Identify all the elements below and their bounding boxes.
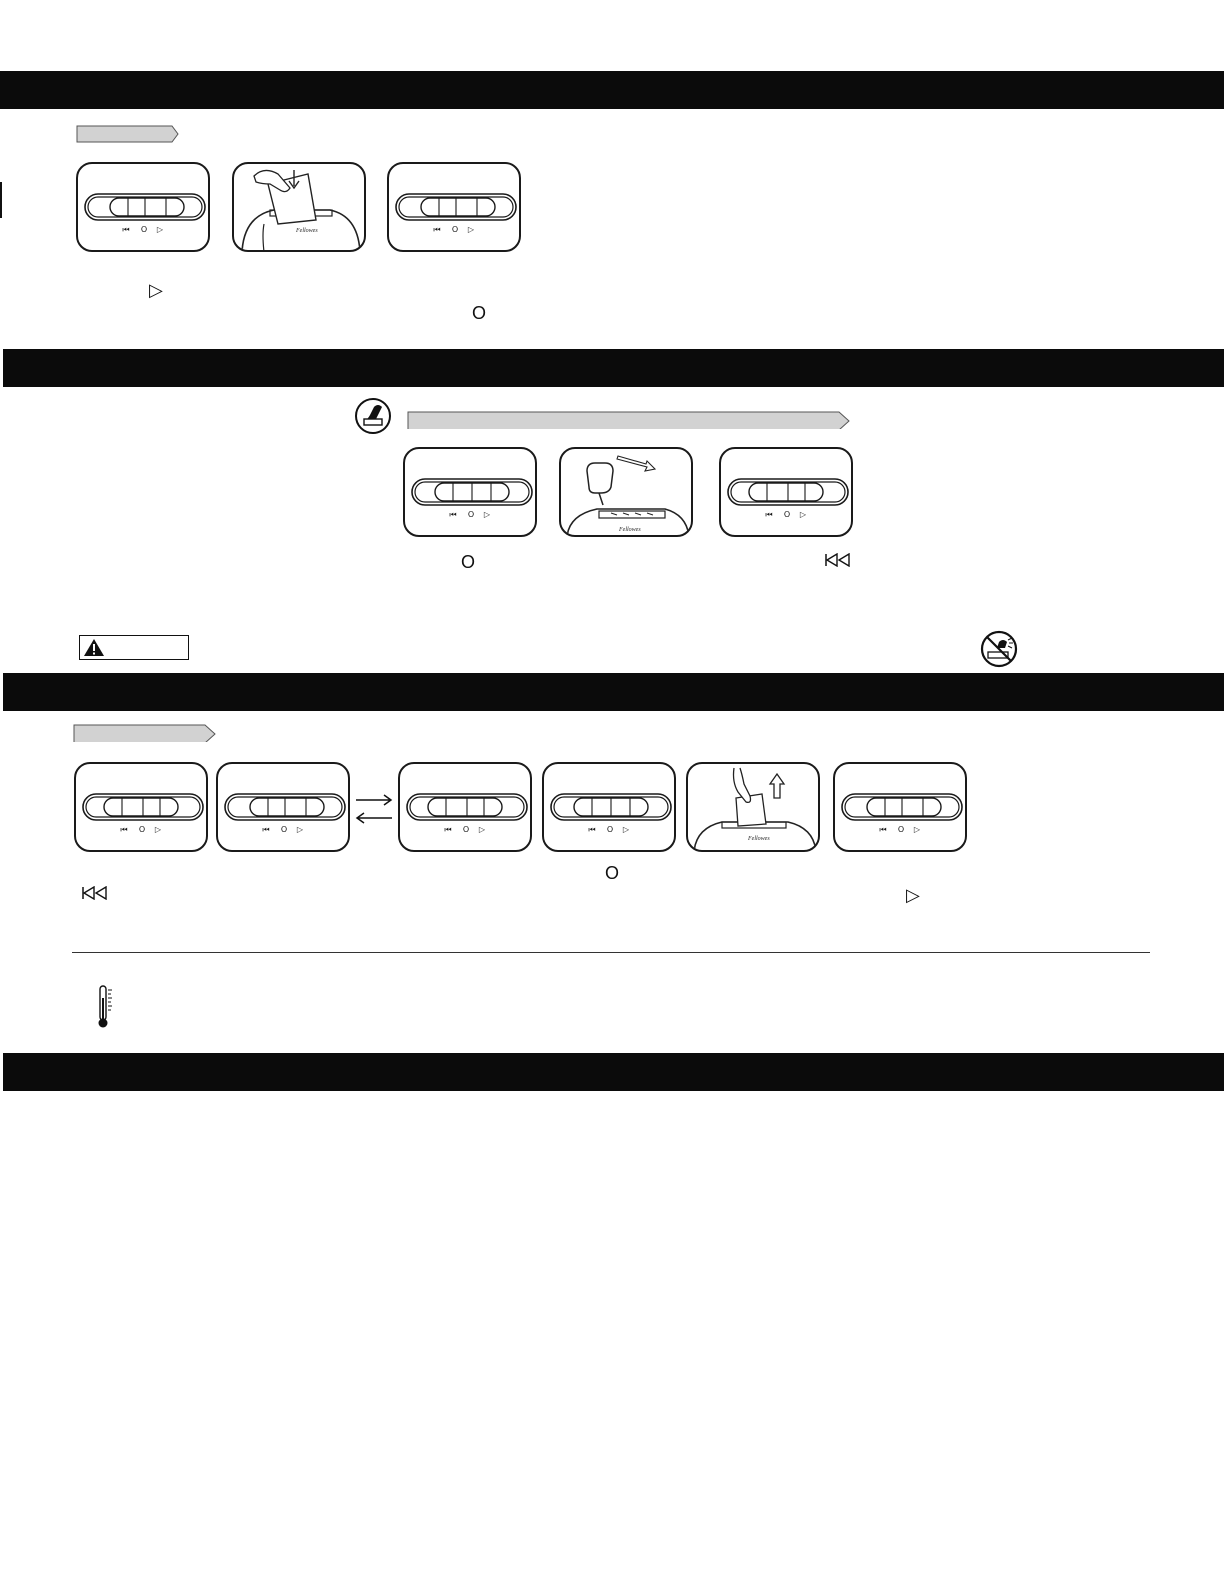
- auto-label: ▷: [913, 825, 921, 834]
- oil-icon: [354, 397, 392, 435]
- symbol-off-3: O: [605, 863, 620, 883]
- auto-label: ▷: [154, 825, 162, 834]
- switch-drawing: [400, 764, 532, 852]
- svg-text:Fellowes: Fellowes: [296, 228, 318, 234]
- caution-label-box: [79, 635, 189, 660]
- off-label: O: [783, 510, 791, 519]
- switch-panel-reverse-2: [74, 762, 208, 852]
- reverse-label: ⏮: [765, 510, 773, 519]
- paper-removal-illustration: [686, 762, 820, 852]
- step-tag-3: [73, 724, 217, 742]
- off-label: O: [897, 825, 905, 834]
- thermometer-icon: [94, 984, 116, 1030]
- divider-rule: [72, 952, 1150, 953]
- auto-label: ▷: [467, 225, 475, 234]
- off-label: O: [138, 825, 146, 834]
- switch-panel-auto: [76, 162, 210, 252]
- off-label: O: [462, 825, 470, 834]
- reverse-label: ⏮: [588, 825, 596, 834]
- switch-drawing: [835, 764, 967, 852]
- switch-drawing: [721, 449, 853, 537]
- symbol-auto-2: ▷: [906, 885, 920, 905]
- switch-drawing: [76, 764, 208, 852]
- reverse-label: ⏮: [262, 825, 270, 834]
- step-tag-1: [76, 125, 180, 143]
- switch-panel-auto-4: [833, 762, 967, 852]
- section-header-bar-1: [0, 71, 1224, 109]
- off-label: O: [467, 510, 475, 519]
- reverse-label: ⏮: [120, 825, 128, 834]
- alternate-arrows: [354, 792, 394, 826]
- symbol-auto: ▷: [149, 280, 163, 300]
- auto-label: ▷: [799, 510, 807, 519]
- switch-drawing: [544, 764, 676, 852]
- switch-panel-auto-2: [387, 162, 521, 252]
- auto-label: ▷: [156, 225, 164, 234]
- step-tag-2: [407, 411, 851, 429]
- switch-drawing: [78, 164, 210, 252]
- no-aerosol-icon: [979, 630, 1019, 668]
- switch-panel-off-2: [542, 762, 676, 852]
- reverse-label: ⏮: [879, 825, 887, 834]
- symbol-off: O: [472, 303, 487, 323]
- section-header-bar-2: [3, 349, 1224, 387]
- auto-label: ▷: [296, 825, 304, 834]
- switch-panel-reverse-3: [398, 762, 532, 852]
- symbol-off-2: O: [461, 552, 476, 572]
- switch-drawing: [218, 764, 350, 852]
- switch-panel-auto-3: [216, 762, 350, 852]
- off-label: O: [140, 225, 148, 234]
- reverse-icon-2: [82, 886, 108, 900]
- switch-drawing: [405, 449, 537, 537]
- auto-label: ▷: [622, 825, 630, 834]
- oil-application-illustration: [559, 447, 693, 537]
- off-label: O: [280, 825, 288, 834]
- paper-feed-illustration: [232, 162, 366, 252]
- margin-mark: [0, 182, 2, 218]
- auto-label: ▷: [478, 825, 486, 834]
- switch-panel-reverse: [719, 447, 853, 537]
- switch-drawing: [389, 164, 521, 252]
- svg-text:Fellowes: Fellowes: [619, 527, 641, 533]
- reverse-label: ⏮: [444, 825, 452, 834]
- auto-label: ▷: [483, 510, 491, 519]
- reverse-label: ⏮: [433, 225, 441, 234]
- reverse-label: ⏮: [122, 225, 130, 234]
- reverse-label: ⏮: [449, 510, 457, 519]
- off-label: O: [606, 825, 614, 834]
- svg-text:Fellowes: Fellowes: [748, 836, 770, 842]
- warning-icon: [83, 638, 105, 657]
- section-header-bar-4: [3, 1053, 1224, 1091]
- reverse-icon: [825, 553, 851, 567]
- section-header-bar-3: [3, 673, 1224, 711]
- switch-panel-off: [403, 447, 537, 537]
- off-label: O: [451, 225, 459, 234]
